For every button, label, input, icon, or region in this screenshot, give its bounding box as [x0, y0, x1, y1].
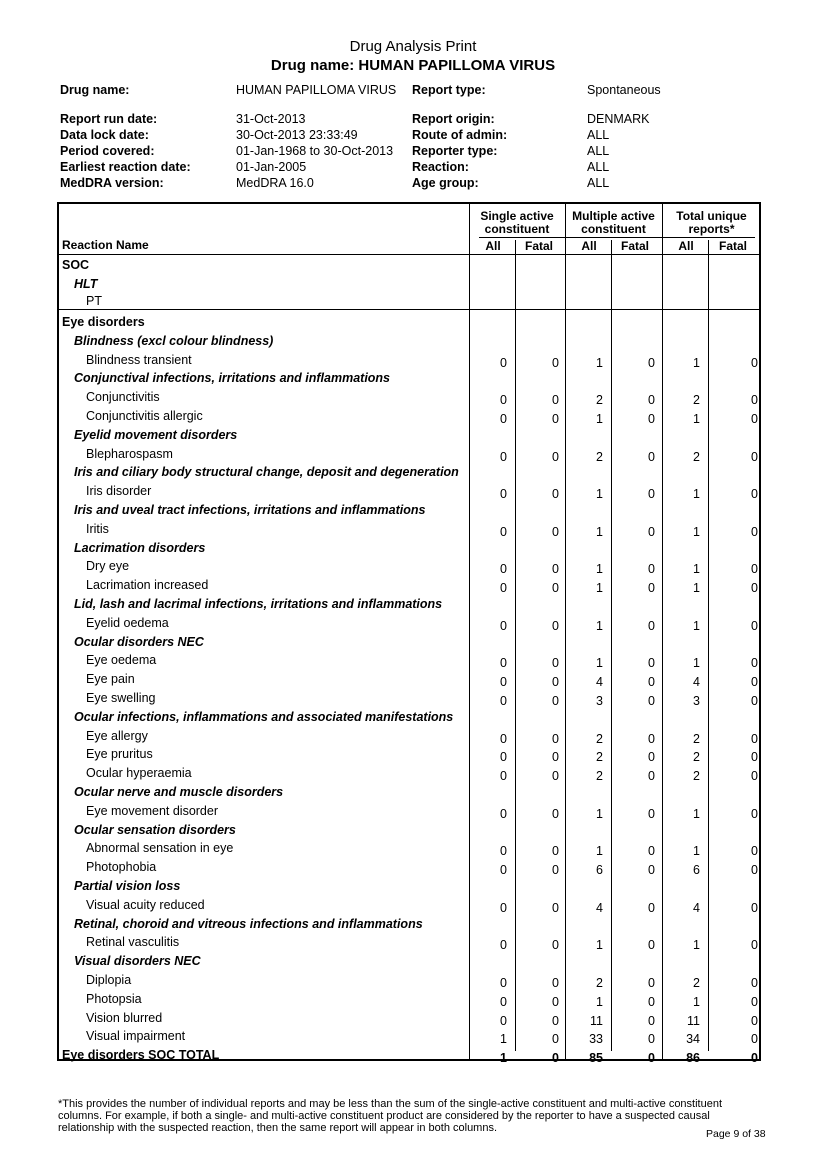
count-cell: 0 — [751, 581, 758, 596]
count-cell: 0 — [552, 449, 559, 464]
count-cell: 0 — [648, 844, 655, 859]
table-row — [59, 521, 759, 540]
count-cell: 1 — [596, 562, 603, 577]
count-cell: 0 — [648, 1051, 655, 1066]
count-cell: 0 — [648, 618, 655, 633]
count-cell: 0 — [648, 562, 655, 577]
count-cell: 0 — [500, 806, 507, 821]
count-cell: 0 — [648, 524, 655, 539]
count-cell: 0 — [552, 487, 559, 502]
count-cell: 0 — [751, 449, 758, 464]
reaction-name: Eyelid oedema — [86, 615, 169, 630]
reaction-name: Blepharospasm — [86, 446, 173, 461]
count-cell: 0 — [648, 769, 655, 784]
table-row — [59, 352, 759, 371]
table-row — [59, 464, 759, 483]
count-cell: 11 — [590, 1013, 603, 1028]
count-cell: 1 — [693, 994, 700, 1009]
period-label: Period covered: — [60, 144, 155, 158]
count-cell: 2 — [596, 393, 603, 408]
legend-pt — [59, 293, 759, 312]
reaction-name: Lacrimation disorders — [74, 540, 206, 555]
count-cell: 0 — [500, 750, 507, 765]
count-cell: 0 — [648, 694, 655, 708]
count-cell: 0 — [552, 1051, 559, 1066]
count-cell: 0 — [500, 769, 507, 784]
count-cell: 3 — [693, 694, 700, 708]
table-row — [59, 634, 759, 653]
count-cell: 0 — [552, 656, 559, 671]
reaction-name: Blindness transient — [86, 352, 192, 367]
reaction-name: Visual acuity reduced — [86, 897, 205, 912]
table-row — [59, 314, 759, 333]
lock-date-label: Data lock date: — [60, 128, 149, 142]
sub-fatal: Fatal — [620, 239, 649, 253]
count-cell: 0 — [552, 769, 559, 784]
origin-value: DENMARK — [587, 112, 650, 126]
table-row — [59, 822, 759, 841]
meddra-label: MedDRA version: — [60, 176, 164, 190]
sub-fatal: Fatal — [718, 239, 747, 253]
count-cell: 0 — [500, 976, 507, 990]
report-type-value: Spontaneous — [587, 83, 661, 97]
reaction-value: ALL — [587, 160, 610, 174]
subheader-line — [479, 237, 755, 238]
count-cell: 0 — [648, 750, 655, 765]
count-cell: 2 — [693, 393, 700, 408]
reaction-name: Visual disorders NEC — [74, 954, 201, 969]
sub-all: All — [581, 239, 597, 253]
table-row — [59, 803, 759, 822]
count-cell: 0 — [648, 863, 655, 878]
count-cell: 0 — [648, 355, 655, 370]
reaction-name: Eye swelling — [86, 691, 156, 705]
table-row — [59, 1010, 759, 1029]
count-cell: 0 — [552, 1013, 559, 1028]
table-row — [59, 765, 759, 784]
count-cell: 0 — [648, 806, 655, 821]
count-cell: 0 — [552, 562, 559, 577]
count-cell: 1 — [693, 656, 700, 671]
meddra-value: MedDRA 16.0 — [236, 176, 314, 190]
table-row — [59, 728, 759, 747]
count-cell: 0 — [751, 393, 758, 408]
reaction-name: Retinal, choroid and vitreous infections and inflammations — [74, 916, 423, 931]
count-cell: 0 — [751, 355, 758, 370]
reaction-name: Blindness (excl colour blindness) — [74, 333, 274, 348]
count-cell: 0 — [751, 994, 758, 1009]
table-row — [59, 878, 759, 897]
count-cell: 1 — [693, 562, 700, 577]
count-cell: 1 — [596, 938, 603, 953]
count-cell: 0 — [751, 487, 758, 502]
count-cell: 33 — [589, 1032, 603, 1047]
table-row — [59, 502, 759, 521]
count-cell: 0 — [552, 355, 559, 370]
report-title: Drug Analysis Print — [349, 38, 477, 55]
table-row — [59, 446, 759, 465]
count-cell: 0 — [552, 524, 559, 539]
table-row — [59, 709, 759, 728]
count-cell: 4 — [693, 900, 700, 915]
count-cell: 0 — [751, 1013, 758, 1028]
count-cell: 0 — [552, 863, 559, 878]
legend-soc — [59, 257, 759, 276]
count-cell: 0 — [751, 938, 758, 953]
reaction-name: Eye disorders — [62, 315, 145, 329]
count-cell: 0 — [648, 449, 655, 464]
reaction-name: Ocular disorders NEC — [74, 634, 204, 649]
count-cell: 1 — [500, 1032, 507, 1047]
count-cell: 0 — [751, 412, 758, 426]
count-cell: 1 — [596, 994, 603, 1009]
count-cell: 2 — [693, 449, 700, 464]
reaction-label: Reaction: — [412, 160, 469, 174]
count-cell: 0 — [648, 938, 655, 953]
count-cell: 1 — [693, 938, 700, 953]
count-cell: 0 — [500, 900, 507, 915]
table-row — [59, 483, 759, 502]
count-cell: 0 — [552, 694, 559, 708]
table-row — [59, 389, 759, 408]
reaction-name: Iris and ciliary body structural change, deposit and degeneration — [74, 465, 459, 480]
table-row — [59, 859, 759, 878]
count-cell: 1 — [596, 487, 603, 502]
page-number: Page 9 of 38 — [706, 1128, 766, 1140]
origin-label: Report origin: — [412, 112, 495, 126]
count-cell: 85 — [589, 1051, 603, 1066]
count-cell: 0 — [500, 355, 507, 370]
reaction-name: Abnormal sensation in eye — [86, 841, 234, 856]
count-cell: 6 — [596, 863, 603, 878]
count-cell: 0 — [751, 806, 758, 821]
reaction-name: Eyelid movement disorders — [74, 427, 238, 442]
count-cell: 0 — [500, 393, 507, 408]
table-row — [59, 427, 759, 446]
count-cell: 0 — [500, 731, 507, 746]
run-date-label: Report run date: — [60, 112, 158, 126]
reaction-name: Retinal vasculitis — [86, 935, 180, 950]
group-multiple-header: Multiple active constituent — [572, 209, 655, 236]
count-cell: 0 — [751, 675, 758, 690]
count-cell: 2 — [596, 750, 603, 765]
count-cell: 0 — [552, 393, 559, 408]
count-cell: 4 — [596, 675, 603, 690]
count-cell: 0 — [751, 618, 758, 633]
count-cell: 4 — [596, 900, 603, 915]
count-cell: 0 — [500, 524, 507, 539]
count-cell: 0 — [552, 581, 559, 596]
count-cell: 0 — [500, 938, 507, 953]
reaction-name: Ocular infections, inflammations and associated manifestations — [74, 709, 454, 724]
table-row — [59, 615, 759, 634]
count-cell: 1 — [693, 581, 700, 596]
earliest-value: 01-Jan-2005 — [236, 160, 307, 174]
count-cell: 1 — [596, 618, 603, 633]
table-row — [59, 652, 759, 671]
route-label: Route of admin: — [412, 128, 508, 142]
reporter-value: ALL — [587, 144, 610, 158]
count-cell: 0 — [751, 1051, 758, 1066]
count-cell: 0 — [751, 769, 758, 784]
table-row — [59, 540, 759, 559]
count-cell: 0 — [648, 675, 655, 690]
count-cell: 0 — [751, 844, 758, 859]
count-cell: 0 — [552, 844, 559, 859]
reporter-label: Reporter type: — [412, 144, 498, 158]
reaction-name: Photophobia — [86, 860, 157, 875]
count-cell: 0 — [552, 806, 559, 821]
count-cell: 0 — [500, 487, 507, 502]
count-cell: 0 — [648, 1032, 655, 1047]
count-cell: 0 — [500, 863, 507, 878]
count-cell: 1 — [596, 844, 603, 859]
table-row — [59, 840, 759, 859]
reaction-name: Iris and uveal tract infections, irritations and inflammations — [74, 503, 426, 517]
legend-pt-text: PT — [86, 294, 102, 308]
count-cell: 0 — [552, 731, 559, 746]
count-cell: 0 — [552, 994, 559, 1009]
reaction-name: Eye allergy — [86, 728, 148, 743]
reaction-name: Lacrimation increased — [86, 578, 209, 593]
count-cell: 0 — [552, 618, 559, 633]
count-cell: 2 — [596, 731, 603, 746]
count-cell: 0 — [648, 731, 655, 746]
count-cell: 1 — [500, 1051, 507, 1066]
count-cell: 0 — [552, 1032, 559, 1047]
soc-total-row — [59, 1047, 759, 1066]
reaction-name: Eye oedema — [86, 653, 157, 668]
count-cell: 0 — [500, 562, 507, 577]
table-row — [59, 916, 759, 935]
count-cell: 0 — [648, 581, 655, 596]
count-cell: 1 — [596, 656, 603, 671]
reaction-name: Vision blurred — [86, 1010, 163, 1025]
count-cell: 0 — [552, 412, 559, 426]
count-cell: 0 — [500, 581, 507, 596]
reaction-name: Diplopia — [86, 973, 132, 987]
count-cell: 0 — [648, 656, 655, 671]
count-cell: 0 — [500, 1013, 507, 1028]
count-cell: 0 — [648, 976, 655, 990]
count-cell: 1 — [596, 581, 603, 596]
count-cell: 0 — [648, 487, 655, 502]
lock-date-value: 30-Oct-2013 23:33:49 — [236, 128, 358, 142]
earliest-label: Earliest reaction date: — [60, 160, 191, 174]
reaction-name: Conjunctivitis — [86, 390, 160, 405]
count-cell: 0 — [751, 524, 758, 539]
count-cell: 1 — [693, 412, 700, 426]
age-value: ALL — [587, 176, 610, 190]
table-row — [59, 671, 759, 690]
period-value: 01-Jan-1968 to 30-Oct-2013 — [236, 144, 394, 158]
count-cell: 2 — [596, 976, 603, 990]
reaction-name: Visual impairment — [86, 1029, 186, 1044]
reaction-name-header: Reaction Name — [62, 238, 149, 252]
count-cell: 0 — [500, 994, 507, 1009]
route-value: ALL — [587, 128, 610, 142]
count-cell: 1 — [693, 618, 700, 633]
sub-all: All — [485, 239, 501, 253]
drug-name-value: HUMAN PAPILLOMA VIRUS — [236, 83, 397, 97]
header-bottom-line — [59, 254, 759, 255]
count-cell: 2 — [693, 750, 700, 765]
reaction-table — [57, 202, 761, 1066]
table-row — [59, 1028, 759, 1047]
count-cell: 0 — [552, 900, 559, 915]
footnote: *This provides the number of individual reports and may be less than the sum of the single-active constituent and multi-active constituent columns. For example, if both a single- and multi-active constituent product are considered by the reporter to have a suspected causal relationship with the suspected reaction, then the same report will appear in both columns. — [58, 1098, 723, 1134]
count-cell: 1 — [693, 806, 700, 821]
count-cell: 0 — [751, 900, 758, 915]
reaction-name: Iritis — [86, 521, 109, 536]
group-total-header: Total unique reports* — [676, 209, 747, 236]
count-cell: 1 — [693, 355, 700, 370]
table-row — [59, 991, 759, 1010]
count-cell: 0 — [552, 675, 559, 690]
reaction-name: Eye pain — [86, 672, 135, 687]
table-row — [59, 596, 759, 615]
count-cell: 1 — [596, 355, 603, 370]
count-cell: 2 — [596, 449, 603, 464]
count-cell: 1 — [693, 844, 700, 859]
count-cell: 0 — [751, 1032, 758, 1047]
legend-soc-text: SOC — [62, 258, 90, 272]
count-cell: 0 — [552, 750, 559, 765]
reaction-name: Ocular sensation disorders — [74, 822, 236, 837]
count-cell: 0 — [751, 731, 758, 746]
count-cell: 0 — [751, 863, 758, 878]
reaction-name: Partial vision loss — [74, 879, 181, 893]
group-single-header: Single active constituent — [480, 209, 554, 236]
count-cell: 4 — [693, 675, 700, 690]
count-cell: 0 — [552, 938, 559, 953]
count-cell: 0 — [500, 694, 507, 708]
count-cell: 1 — [596, 806, 603, 821]
count-cell: 0 — [500, 618, 507, 633]
count-cell: 0 — [751, 750, 758, 765]
count-cell: 2 — [693, 976, 700, 990]
age-label: Age group: — [412, 176, 479, 190]
count-cell: 0 — [552, 976, 559, 990]
table-row — [59, 953, 759, 972]
count-cell: 6 — [693, 863, 700, 878]
count-cell: 0 — [751, 562, 758, 577]
reaction-name: Lid, lash and lacrimal infections, irritations and inflammations — [74, 597, 443, 611]
count-cell: 0 — [648, 994, 655, 1009]
count-cell: 0 — [648, 900, 655, 915]
count-cell: 2 — [596, 769, 603, 784]
table-row — [59, 784, 759, 803]
table-row — [59, 370, 759, 389]
count-cell: 0 — [500, 656, 507, 671]
reaction-name: Eye pruritus — [86, 747, 153, 762]
table-row — [59, 934, 759, 953]
table-row — [59, 333, 759, 352]
reaction-name: Photopsia — [86, 991, 142, 1006]
count-cell: 0 — [751, 694, 758, 708]
reaction-name: Conjunctivitis allergic — [86, 409, 203, 423]
reaction-name: Iris disorder — [86, 484, 152, 499]
count-cell: 11 — [687, 1013, 700, 1028]
count-cell: 1 — [693, 487, 700, 502]
reaction-name: Ocular nerve and muscle disorders — [74, 785, 284, 799]
count-cell: 3 — [596, 694, 603, 708]
count-cell: 0 — [500, 675, 507, 690]
table-row — [59, 897, 759, 916]
count-cell: 0 — [751, 656, 758, 671]
report-type-label: Report type: — [412, 83, 486, 97]
table-row — [59, 408, 759, 427]
count-cell: 0 — [648, 412, 655, 426]
count-cell: 0 — [751, 976, 758, 990]
reaction-name: Dry eye — [86, 559, 130, 574]
reaction-name: Conjunctival infections, irritations and inflammations — [74, 371, 391, 386]
table-row — [59, 577, 759, 596]
table-row — [59, 746, 759, 765]
reaction-name: Eye movement disorder — [86, 803, 219, 818]
drug-name-label: Drug name: — [60, 83, 130, 97]
drug-title: Drug name: HUMAN PAPILLOMA VIRUS — [270, 57, 556, 74]
count-cell: 2 — [693, 731, 700, 746]
count-cell: 1 — [693, 524, 700, 539]
count-cell: 1 — [596, 412, 603, 426]
reaction-name: Ocular hyperaemia — [86, 766, 192, 781]
table-row — [59, 558, 759, 577]
table-row — [59, 690, 759, 709]
sub-all: All — [678, 239, 694, 253]
count-cell: 0 — [648, 1013, 655, 1028]
reaction-name: Eye disorders SOC TOTAL — [62, 1048, 220, 1063]
count-cell: 86 — [686, 1051, 700, 1066]
table-row — [59, 972, 759, 991]
count-cell: 1 — [596, 524, 603, 539]
sub-fatal: Fatal — [524, 239, 553, 253]
run-date-value: 31-Oct-2013 — [236, 112, 306, 126]
count-cell: 0 — [648, 393, 655, 408]
legend-hlt-text: HLT — [74, 277, 98, 291]
count-cell: 0 — [500, 844, 507, 859]
count-cell: 2 — [693, 769, 700, 784]
count-cell: 0 — [500, 412, 507, 426]
count-cell: 34 — [686, 1032, 700, 1047]
count-cell: 0 — [500, 449, 507, 464]
